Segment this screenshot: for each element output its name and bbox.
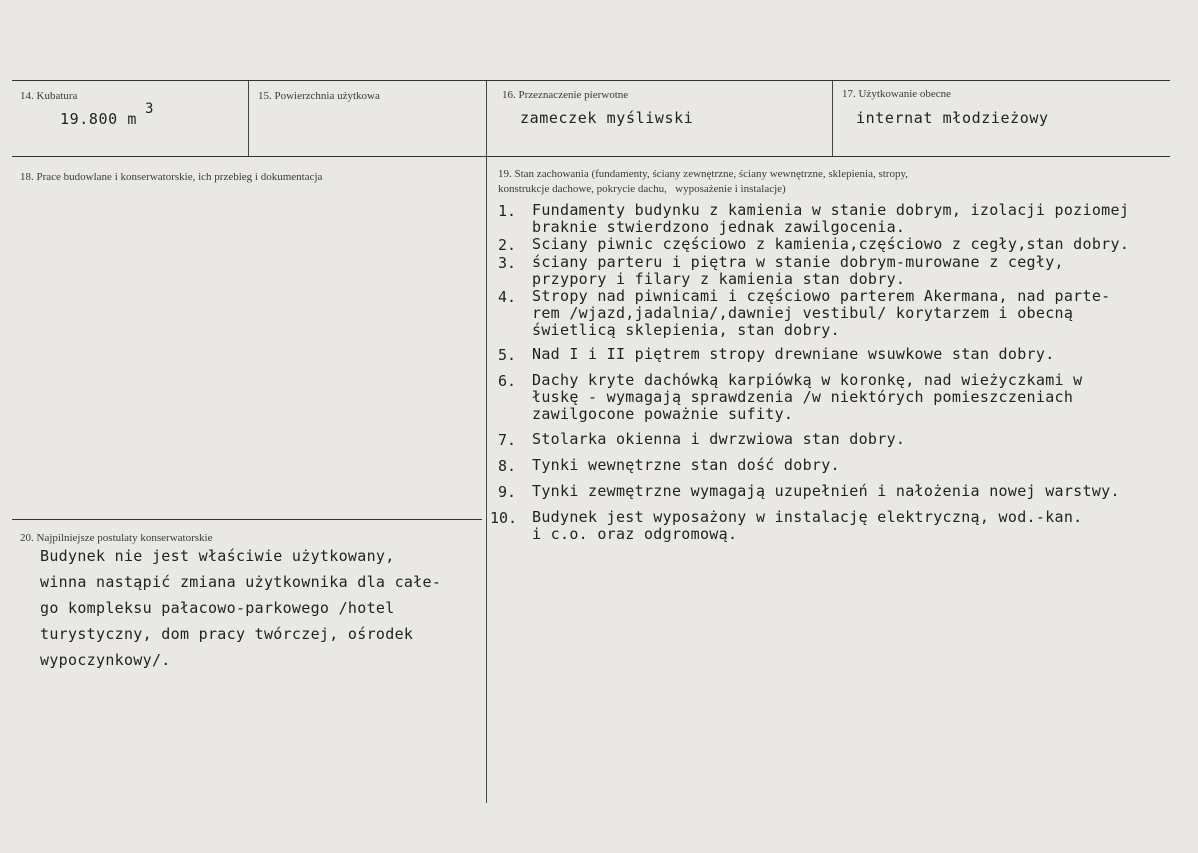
col-divider-2: [486, 81, 487, 803]
stan-item-text: Dachy kryte dachówką karpiówką w koronkę, nad wieżyczkami w łuskę - wymagają sprawdzenia /w niektórych pomieszczeniach zawilgocone poważnie sufity.: [532, 371, 1083, 423]
stan-item-text: Budynek jest wyposażony w instalację elektryczną, wod.-kan. i c.o. oraz odgromową.: [532, 508, 1083, 543]
powierzchnia-label: 15. Powierzchnia użytkowa: [258, 90, 380, 102]
col-divider-1: [248, 81, 249, 156]
row-divider-line: [12, 156, 1170, 157]
stan-item-number: 10.: [490, 509, 518, 527]
top-border-line: [12, 80, 1170, 81]
stan-item-text: Tynki wewnętrzne stan dość dobry.: [532, 456, 840, 474]
stan-item-number: 8.: [498, 457, 517, 475]
stan-item-text: Sciany piwnic częściowo z kamienia,częściowo z cegły,stan dobry.: [532, 235, 1130, 253]
stan-item-text: Tynki zewmętrzne wymagają uzupełnień i nałożenia nowej warstwy.: [532, 482, 1120, 500]
kubatura-value: 19.800 m: [60, 110, 138, 128]
stan-item-number: 2.: [498, 236, 517, 254]
przeznaczenie-value: zameczek myśliwski: [520, 109, 694, 127]
kubatura-label: 14. Kubatura: [20, 90, 78, 102]
przeznaczenie-label: 16. Przeznaczenie pierwotne: [502, 89, 629, 101]
prace-label: 18. Prace budowlane i konserwatorskie, ich przebieg i dokumentacja: [20, 171, 323, 183]
stan-item-number: 3.: [498, 254, 517, 272]
stan-item-number: 1.: [498, 202, 517, 220]
postulaty-text: Budynek nie jest właściwie użytkowany, winna nastąpić zmiana użytkownika dla całe- go kompleksu pałacowo-parkowego /hotel turystyczny, dom pracy twórczej, ośrodek wypoczynkowy/.: [40, 547, 442, 669]
col-divider-3: [832, 81, 833, 156]
uzytkowanie-label: 17. Użytkowanie obecne: [842, 88, 952, 100]
stan-item-number: 5.: [498, 346, 517, 364]
stan-item-text: Stolarka okienna i dwrzwiowa stan dobry.: [532, 430, 906, 448]
stan-item-number: 4.: [498, 288, 517, 306]
stan-item-number: 6.: [498, 372, 517, 390]
stan-item-text: Stropy nad piwnicami i częściowo parterem Akermana, nad parte- rem /wjazd,jadalnia/,dawniej vestibul/ korytarzem i obecną świetlicą sklepienia, stan dobry.: [532, 287, 1111, 339]
postulaty-divider-line: [12, 519, 482, 520]
uzytkowanie-value: internat młodzieżowy: [856, 109, 1049, 127]
stan-item-number: 9.: [498, 483, 517, 501]
stan-label-line1: 19. Stan zachowania (fundamenty, ściany zewnętrzne, ściany wewnętrzne, sklepienia, stropy,: [498, 168, 909, 180]
kubatura-unit-exponent: 3: [145, 101, 154, 117]
postulaty-label: 20. Najpilniejsze postulaty konserwatorskie: [20, 532, 213, 544]
stan-item-text: ściany parteru i piętra w stanie dobrym-murowane z cegły, przypory i filary z kamienia stan dobry.: [532, 253, 1064, 288]
stan-item-text: Fundamenty budynku z kamienia w stanie dobrym, izolacji poziomej braknie stwierdzono jednak zawilgocenia.: [532, 201, 1130, 236]
stan-item-text: Nad I i II piętrem stropy drewniane wsuwkowe stan dobry.: [532, 345, 1055, 363]
stan-label-line2: konstrukcje dachowe, pokrycie dachu, wyposażenie i instalacje): [498, 183, 786, 195]
stan-item-number: 7.: [498, 431, 517, 449]
